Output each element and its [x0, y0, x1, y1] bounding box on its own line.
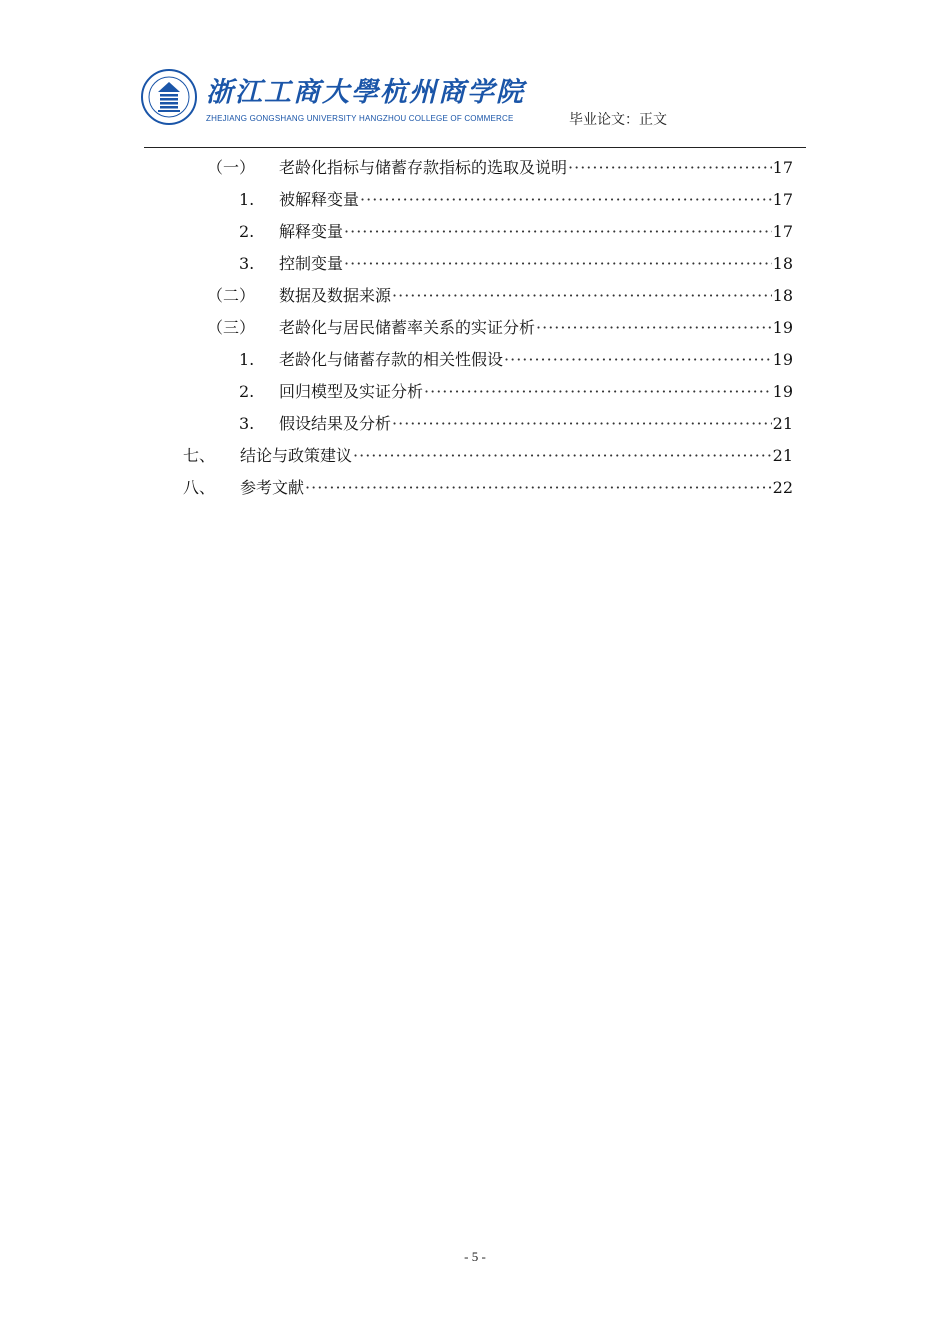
header-section-label: 毕业论文：正文 — [569, 112, 667, 128]
toc-entry-title: 参考文献 — [240, 478, 305, 497]
toc-entry-number: 1. — [239, 190, 255, 209]
toc-dot-leader — [392, 286, 772, 306]
toc-entry[interactable] — [207, 152, 793, 184]
toc-entry[interactable] — [239, 344, 793, 376]
toc-dot-leader — [344, 222, 772, 242]
toc-entry-title: 被解释变量 — [279, 190, 360, 209]
toc-dot-leader — [392, 414, 772, 434]
toc-entry-number: 1. — [239, 350, 255, 369]
toc-entry-page: 17 — [772, 222, 793, 241]
university-name-cn: 浙江工商大學杭州商学院 — [206, 77, 525, 108]
toc-dot-leader — [504, 350, 772, 370]
toc-entry[interactable] — [183, 472, 793, 504]
toc-entry-page: 18 — [772, 286, 793, 305]
toc-entry-number: （一） — [207, 158, 256, 177]
toc-entry-title: 假设结果及分析 — [279, 414, 392, 433]
toc-entry[interactable] — [239, 248, 793, 280]
toc-entry[interactable] — [239, 184, 793, 216]
toc-entry-page: 22 — [772, 478, 793, 497]
toc-entry-number: 3. — [239, 254, 255, 273]
toc-dot-leader — [305, 478, 772, 498]
toc-entry-number: 2. — [239, 222, 255, 241]
toc-entry-page: 18 — [772, 254, 793, 273]
toc-dot-leader — [536, 318, 772, 338]
toc-dot-leader — [360, 190, 772, 210]
toc-entry[interactable] — [207, 280, 793, 312]
toc-entry-title: 老龄化与储蓄存款的相关性假设 — [279, 350, 504, 369]
toc-entry-title: 解释变量 — [279, 222, 344, 241]
toc-entry-page: 19 — [772, 318, 793, 337]
toc-entry-page: 19 — [772, 382, 793, 401]
toc-entry[interactable] — [239, 376, 793, 408]
toc-entry-number: 2. — [239, 382, 255, 401]
toc-entry[interactable] — [239, 216, 793, 248]
toc-entry-title: 回归模型及实证分析 — [279, 382, 424, 401]
toc-entry-page: 21 — [772, 446, 793, 465]
toc-entry[interactable] — [239, 408, 793, 440]
university-logo — [140, 66, 525, 126]
page-number: - 5 - — [464, 1249, 486, 1264]
toc-entry[interactable] — [183, 440, 793, 472]
toc-entry-title: 老龄化与居民储蓄率关系的实证分析 — [279, 318, 536, 337]
university-seal-icon — [140, 68, 198, 126]
toc-entry-page: 19 — [772, 350, 793, 369]
toc-entry-title: 控制变量 — [279, 254, 344, 273]
toc-entry-page: 21 — [772, 414, 793, 433]
toc-entry-page: 17 — [772, 190, 793, 209]
toc-entry-number: （三） — [207, 318, 256, 337]
toc-entry-title: 数据及数据来源 — [279, 286, 392, 305]
toc-dot-leader — [344, 254, 772, 274]
toc-dot-leader — [353, 446, 772, 466]
toc-entry-number: 七、 — [183, 446, 216, 465]
toc-entry-title: 结论与政策建议 — [240, 446, 353, 465]
toc-entry[interactable] — [207, 312, 793, 344]
toc-entry-number: 八、 — [183, 478, 216, 497]
toc-dot-leader — [424, 382, 772, 402]
toc-entry-title: 老龄化指标与储蓄存款指标的选取及说明 — [279, 158, 568, 177]
header-divider — [144, 147, 806, 148]
university-name-en: ZHEJIANG GONGSHANG UNIVERSITY HANGZHOU COLLEGE OF COMMERCE — [206, 114, 514, 123]
toc-entry-number: 3. — [239, 414, 255, 433]
toc-entry-page: 17 — [772, 158, 793, 177]
toc-dot-leader — [568, 158, 772, 178]
toc-entry-number: （二） — [207, 286, 256, 305]
